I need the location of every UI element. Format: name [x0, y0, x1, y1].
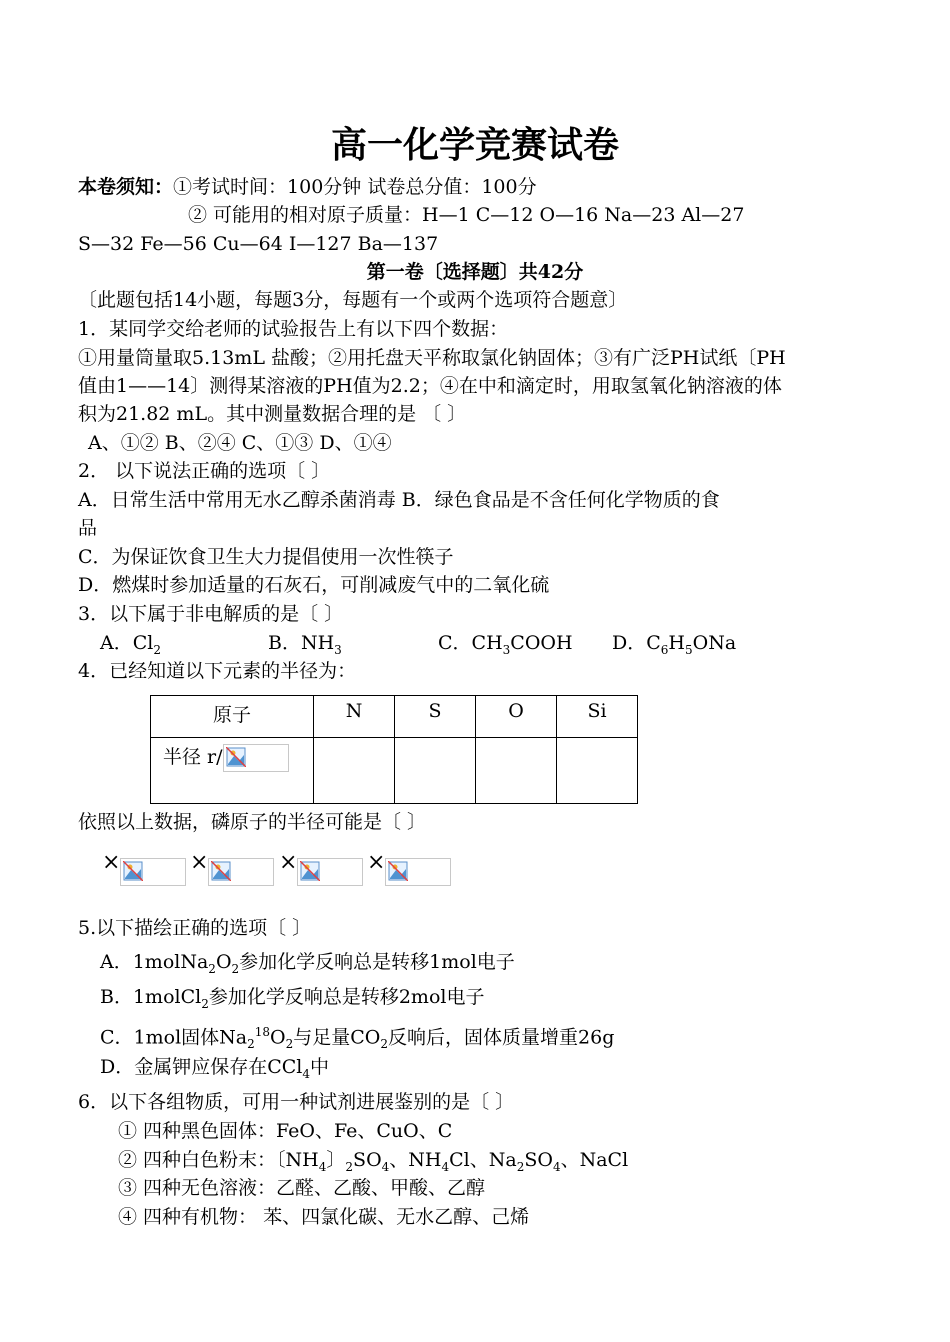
- times-sign: ×: [367, 850, 386, 875]
- q1-line-2: ①用量筒量取5.13mL 盐酸；②用托盘天平称取氯化钠固体；③有广泛PH试纸〔PH: [78, 347, 786, 369]
- broken-image-icon: [223, 744, 289, 772]
- q1-line-4: 积为21.82 mL。其中测量数据合理的是 〔 〕: [78, 403, 467, 425]
- table-header-cell: 原子: [151, 696, 314, 738]
- q6-item-4: ④ 四种有机物： 苯、四氯化碳、无水乙醇、己烯: [118, 1206, 530, 1228]
- notice-label: 本卷须知：: [78, 176, 174, 198]
- table-row: [151, 738, 638, 804]
- table-header-cell: O: [476, 696, 557, 738]
- notice-line-3: S—32 Fe—56 Cu—64 I—127 Ba—137: [78, 233, 439, 255]
- q4-option-image: [279, 850, 363, 886]
- q5-option-c: C．1mol固体$Na_2^{18}O_2$与足量$CO_2$反响后，固体质量增重26g: [100, 1025, 615, 1052]
- q4-option-image: [102, 850, 186, 886]
- radius-table: [150, 695, 638, 804]
- q2-stem: 2． 以下说法正确的选项〔 〕: [78, 460, 331, 482]
- q1-options: A、①② B、②④ C、①③ D、①④: [88, 432, 392, 454]
- section-intro: 〔此题包括14小题，每题3分，每题有一个或两个选项符合题意〕: [78, 289, 628, 311]
- broken-image-icon: [385, 858, 451, 886]
- q6-stem: 6．以下各组物质，可用一种试剂进展鉴别的是〔 〕: [78, 1091, 515, 1113]
- broken-image-icon: [120, 858, 186, 886]
- q3-option-c: C．$CH_3COOH$: [438, 632, 573, 657]
- times-sign: ×: [190, 850, 209, 875]
- q2-option-a-b: A．日常生活中常用无水乙醇杀菌消毒 B．绿色食品是不含任何化学物质的食: [78, 489, 720, 511]
- broken-image-icon: [208, 858, 274, 886]
- q3-stem: 3．以下属于非电解质的是〔 〕: [78, 603, 344, 625]
- table-cell: [557, 738, 638, 804]
- notice-line-1: [78, 173, 537, 201]
- q4-followup: 依照以上数据，磷原子的半径可能是〔 〕: [78, 811, 427, 833]
- notice-line-2: ② 可能用的相对原子质量：H—1 C—12 O—16 Na—23 Al—27: [188, 204, 745, 226]
- table-row-label: 半径 r/: [151, 738, 314, 804]
- broken-image-icon: [297, 858, 363, 886]
- page-title: 高一化学竞赛试卷: [330, 124, 619, 166]
- q6-item-1: ① 四种黑色固体：FeO、Fe、CuO、C: [118, 1120, 453, 1142]
- table-cell: [395, 738, 476, 804]
- q4-stem: 4．已经知道以下元素的半径为：: [78, 660, 357, 682]
- q5-option-d: D．金属钾应保存在CCl$_4$中: [100, 1056, 330, 1081]
- table-header-cell: Si: [557, 696, 638, 738]
- q4-option-image: [190, 850, 274, 886]
- section-heading: 第一卷〔选择题〕共42分: [366, 261, 584, 283]
- q1-line-3: 值由1——14〕测得某溶液的PH值为2.2；④在中和滴定时，用取氢氧化钠溶液的体: [78, 375, 782, 397]
- table-cell: [476, 738, 557, 804]
- q5-option-a: A．$1molNa_2O_2$参加化学反响总是转移1mol电子: [100, 951, 515, 976]
- q5-stem: 5.以下描绘正确的选项〔 〕: [78, 917, 312, 939]
- table-header-cell: S: [395, 696, 476, 738]
- q3-option-d: D．$C_6H_5ONa$: [612, 632, 737, 657]
- q6-item-2: ② 四种白色粉末：〔$NH_4$〕$_2SO_4$、$NH_4Cl$、$Na_2SO_4$、NaCl: [118, 1149, 629, 1174]
- q2-option-d: D．燃煤时参加适量的石灰石，可削减废气中的二氧化硫: [78, 574, 550, 596]
- table-header-cell: N: [314, 696, 395, 738]
- times-sign: ×: [102, 850, 121, 875]
- q4-option-image: [367, 850, 451, 886]
- table-cell: [314, 738, 395, 804]
- table-header-row: [151, 696, 638, 738]
- q3-option-a: A．$Cl_2$: [100, 632, 161, 657]
- notice-text-1: ①考试时间：100分钟 试卷总分值：100分: [173, 176, 537, 198]
- q2-option-c: C．为保证饮食卫生大力提倡使用一次性筷子: [78, 546, 454, 568]
- q6-item-3: ③ 四种无色溶液：乙醛、乙酸、甲酸、乙醇: [118, 1177, 486, 1199]
- times-sign: ×: [279, 850, 298, 875]
- q2-option-b-cont: 品: [78, 517, 98, 539]
- q5-option-b: B．1molCl$_2$参加化学反响总是转移2mol电子: [100, 986, 485, 1011]
- q3-option-b: B．$NH_3$: [268, 632, 342, 657]
- q1-stem: 1．某同学交给老师的试验报告上有以下四个数据：: [78, 318, 509, 340]
